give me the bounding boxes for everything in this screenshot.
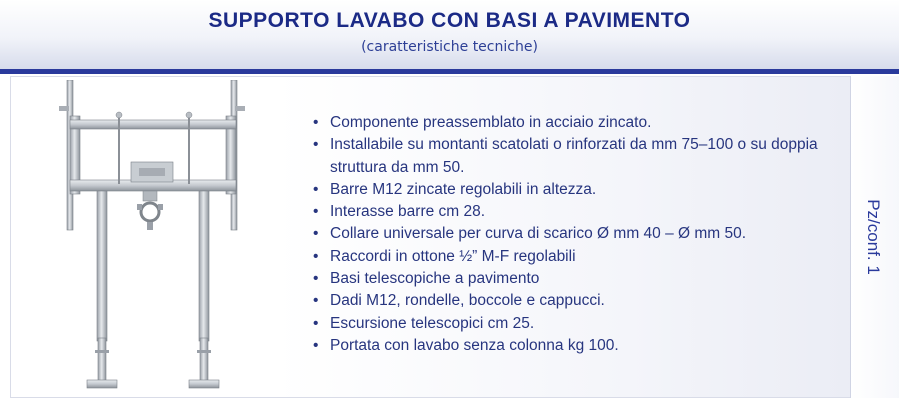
list-item: • Raccordi in ottone ½” M-F regolabili — [313, 246, 853, 268]
list-item: • Barre M12 zincate regolabili in altezza. — [313, 179, 853, 201]
list-item: • Escursione telescopici cm 25. — [313, 313, 853, 335]
page-subtitle: (caratteristiche tecniche) — [361, 39, 538, 55]
list-item: • Componente preassemblato in acciaio zincato. — [313, 112, 853, 134]
list-item: • Collare universale per curva di scarico Ø mm 40 – Ø mm 50. — [313, 223, 853, 245]
list-item: • Dadi M12, rondelle, boccole e cappucci. — [313, 290, 853, 312]
list-item: • Basi telescopiche a pavimento — [313, 268, 853, 290]
features-list — [313, 112, 853, 357]
list-item: • Installabile su montanti scatolati o rinforzati da mm 75–100 o su doppia struttura da mm 50. — [313, 134, 853, 179]
page-title: SUPPORTO LAVABO CON BASI A PAVIMENTO — [208, 9, 691, 32]
list-item: • Interasse barre cm 28. — [313, 201, 853, 223]
header-divider — [0, 69, 899, 74]
header-banner — [0, 0, 899, 69]
pieces-per-pack-label: Pz/conf. 1 — [864, 199, 883, 275]
washbasin-frame-illustration — [55, 80, 255, 398]
list-item: • Portata con lavabo senza colonna kg 100. — [313, 335, 853, 357]
